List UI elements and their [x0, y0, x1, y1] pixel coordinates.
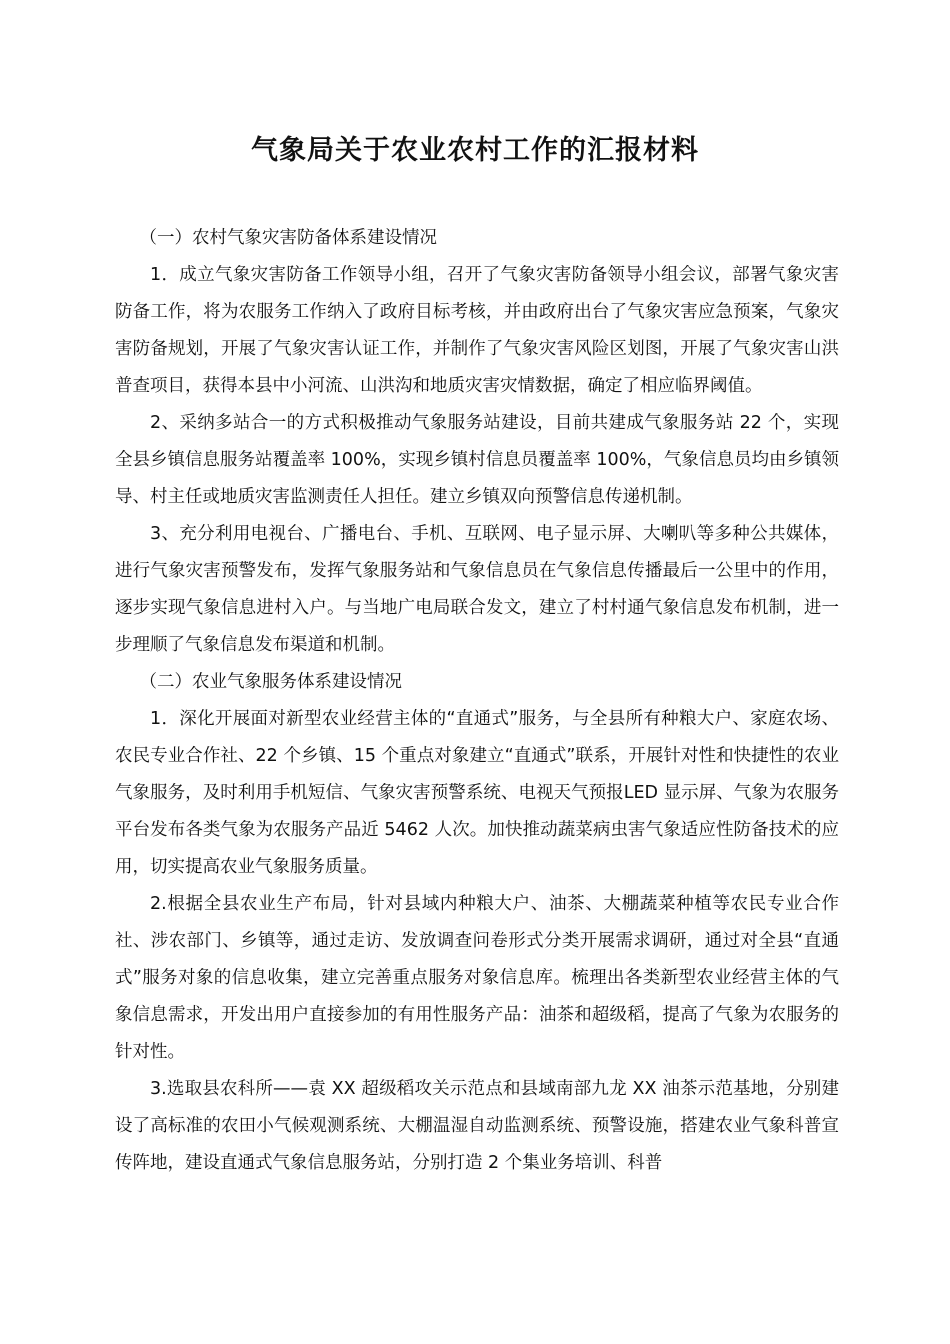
paragraph: 1．深化开展面对新型农业经营主体的“直通式”服务，与全县所有种粮大户、家庭农场、农民专业合作社、22 个乡镇、15 个重点对象建立“直通式”联系，开展针对性和快捷性的农业气象服务，及时利用手机短信、气象灾害预警系统、电视天气预报LED 显示屏、气象为农服务平台发布各类气象为农服务产品近 5462 人次。加快推动蔬菜病虫害气象适应性防备技术的应用，切实提高农业气象服务质量。: [115, 709, 839, 877]
paragraph: 3、充分利用电视台、广播电台、手机、互联网、电子显示屏、大喇叭等多种公共媒体，进行气象灾害预警发布，发挥气象服务站和气象信息员在气象信息传播最后一公里中的作用，逐步实现气象信息进村入户。与当地广电局联合发文，建立了村村通气象信息发布机制，进一步理顺了气象信息发布渠道和机制。: [115, 524, 839, 655]
document-body: [115, 220, 839, 1182]
paragraph: 3.选取县农科所——袁 XX 超级稻攻关示范点和县域南部九龙 XX 油茶示范基地，分别建设了高标准的农田小气候观测系统、大棚温湿自动监测系统、预警设施，搭建农业气象科普宣传阵地，建设直通式气象信息服务站，分别打造 2 个集业务培训、科普: [115, 1079, 839, 1173]
paragraph: 2、采纳多站合一的方式积极推动气象服务站建设，目前共建成气象服务站 22 个，实现全县乡镇信息服务站覆盖率 100%，实现乡镇村信息员覆盖率 100%，气象信息员均由乡镇领导、村主任或地质灾害监测责任人担任。建立乡镇双向预警信息传递机制。: [115, 413, 839, 507]
paragraph: 2.根据全县农业生产布局，针对县域内种粮大户、油茶、大棚蔬菜种植等农民专业合作社、涉农部门、乡镇等，通过走访、发放调查问卷形式分类开展需求调研，通过对全县“直通式”服务对象的信息收集，建立完善重点服务对象信息库。梳理出各类新型农业经营主体的气象信息需求，开发出用户直接参加的有用性服务产品：油茶和超级稻，提高了气象为农服务的针对性。: [115, 894, 839, 1062]
section-heading: （二）农业气象服务体系建设情况: [139, 672, 402, 692]
paragraph: 1．成立气象灾害防备工作领导小组，召开了气象灾害防备领导小组会议，部署气象灾害防备工作，将为农服务工作纳入了政府目标考核，并由政府出台了气象灾害应急预案，气象灾害防备规划，开展了气象灾害认证工作，并制作了气象灾害风险区划图，开展了气象灾害山洪普查项目，获得本县中小河流、山洪沟和地质灾害灾情数据，确定了相应临界阈值。: [115, 265, 839, 396]
section-heading: （一）农村气象灾害防备体系建设情况: [139, 228, 437, 248]
document-title: 气象局关于农业农村工作的汇报材料: [251, 135, 699, 166]
